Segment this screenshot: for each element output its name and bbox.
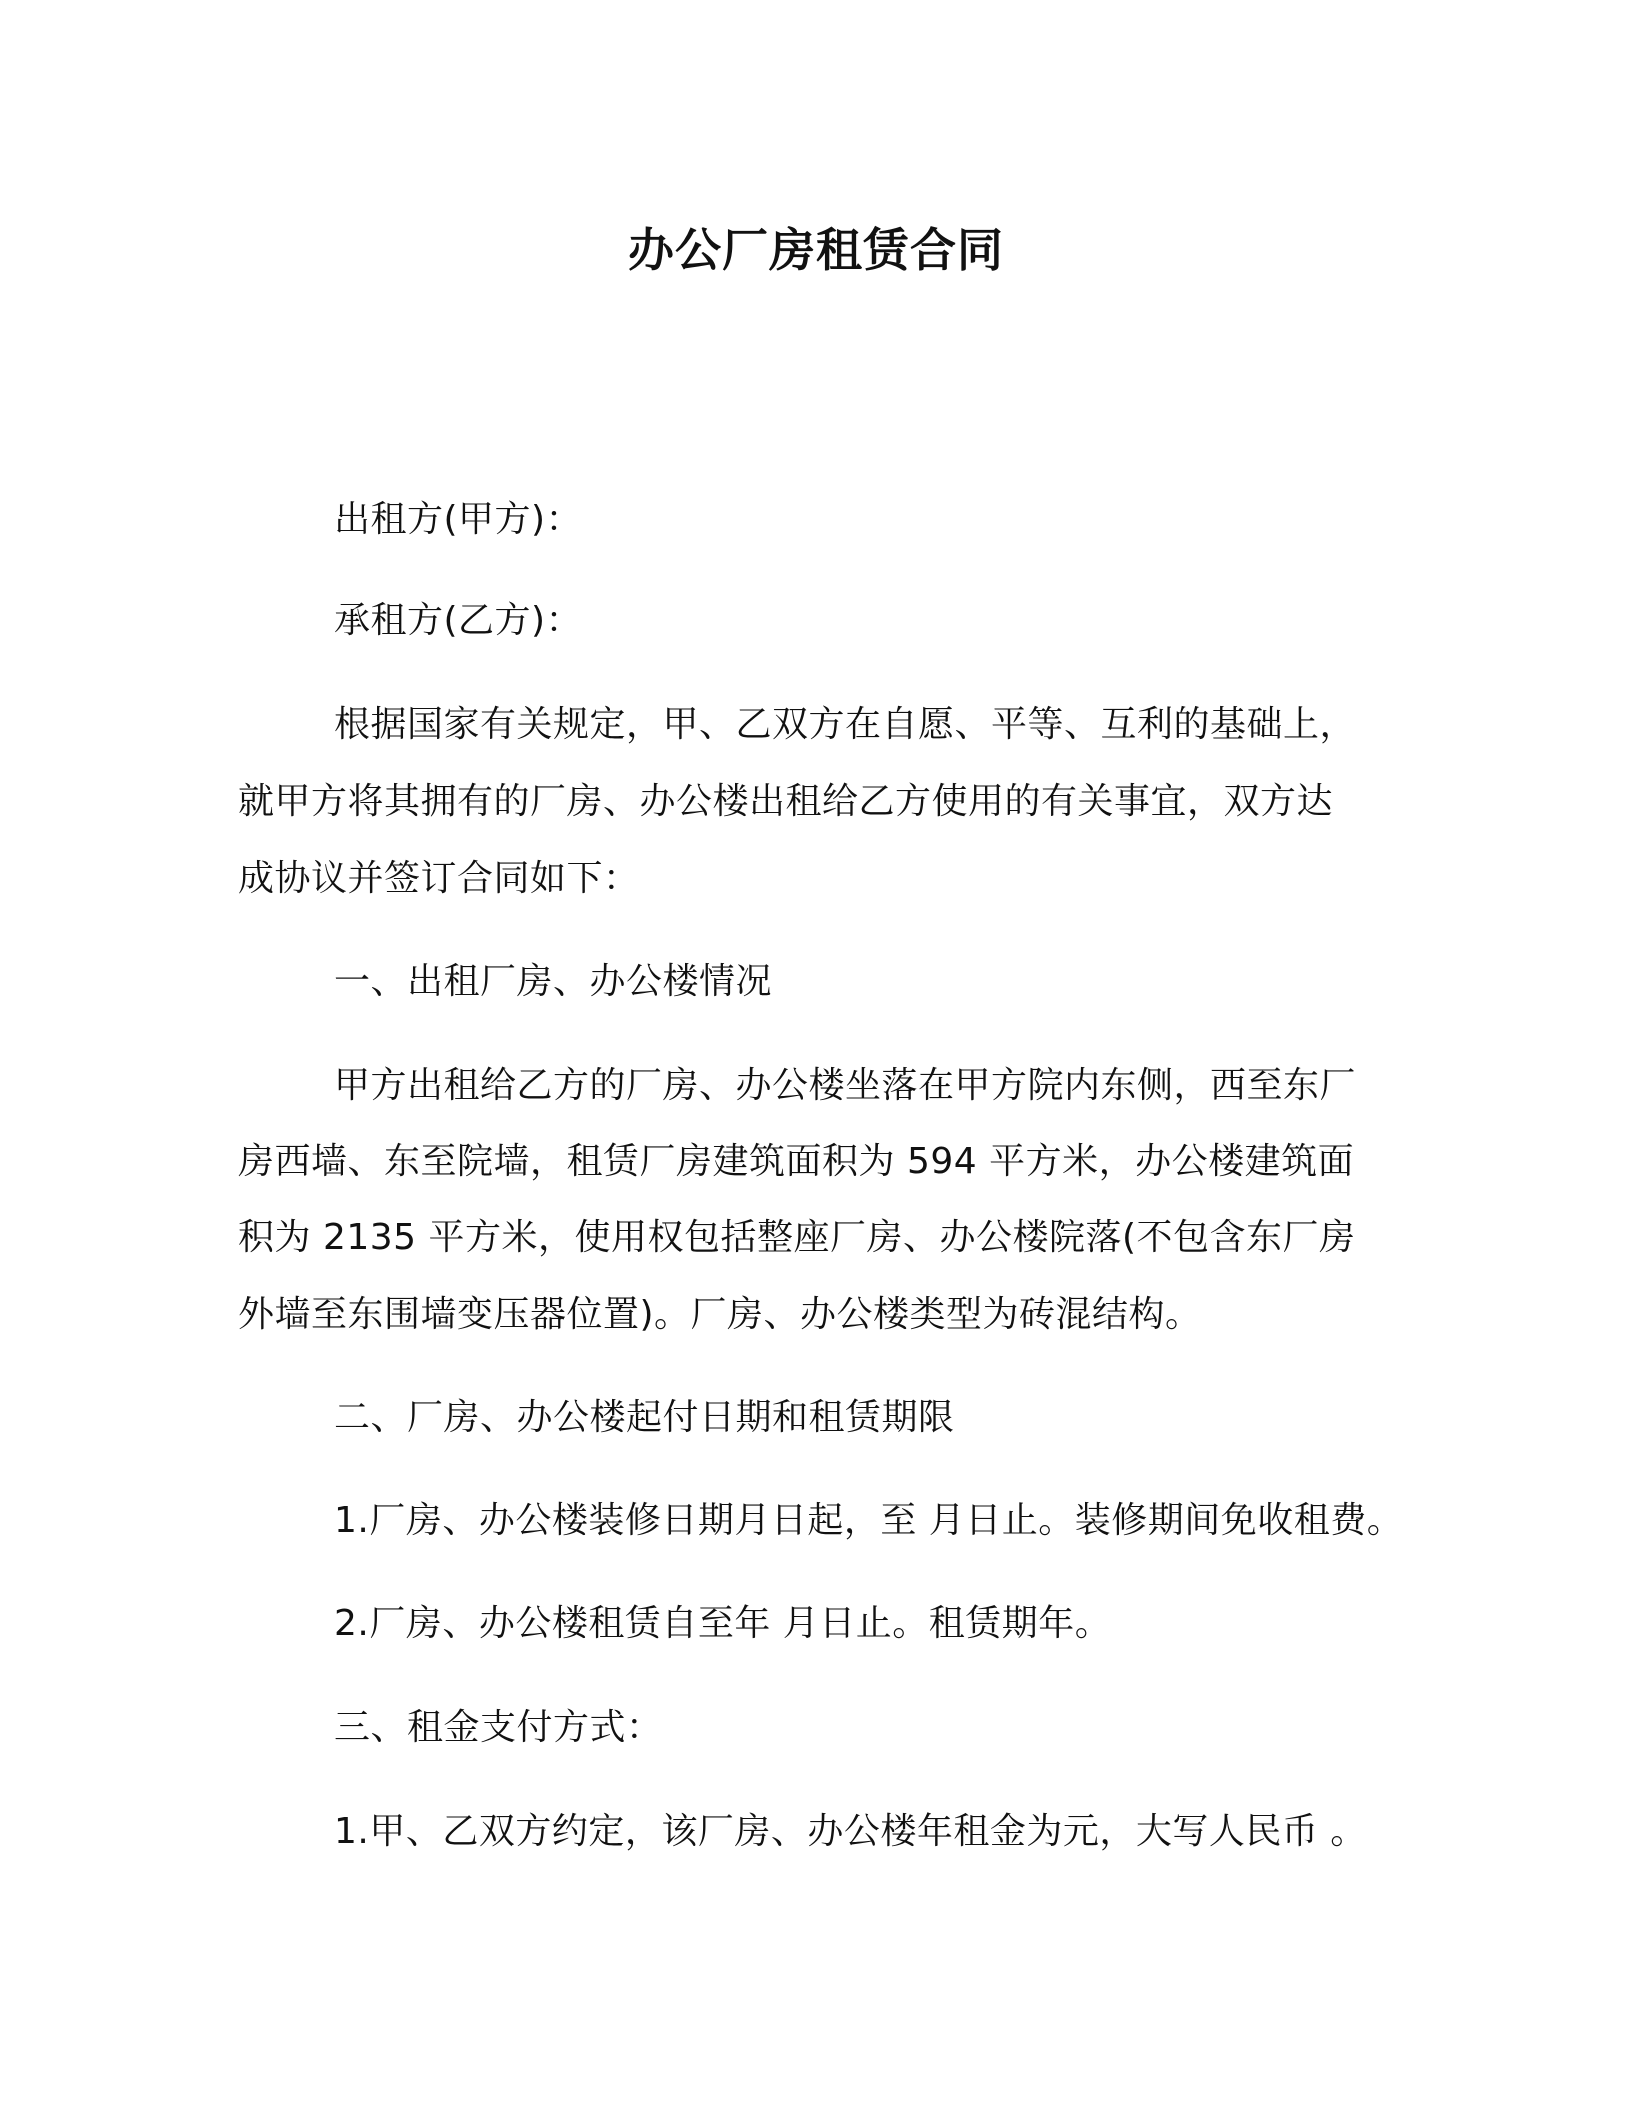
section1-line-4: 外墙至东围墙变压器位置)。厂房、办公楼类型为砖混结构。 <box>238 1294 1202 1335</box>
document-title: 办公厂房租赁合同 <box>628 223 1004 277</box>
section1-line-3: 积为 2135 平方米，使用权包括整座厂房、办公楼院落(不包含东厂房 <box>238 1217 1356 1258</box>
section3-heading: 三、租金支付方式： <box>334 1707 663 1748</box>
section3-item-1: 1.甲、乙双方约定，该厂房、办公楼年租金为元，大写人民币 。 <box>334 1811 1367 1852</box>
section1-line-2: 房西墙、东至院墙，租赁厂房建筑面积为 594 平方米，办公楼建筑面 <box>238 1141 1355 1182</box>
lessor-label: 出租方(甲方)： <box>334 499 583 540</box>
lessee-label: 承租方(乙方)： <box>334 600 583 641</box>
preamble-line-3: 成协议并签订合同如下： <box>238 858 640 899</box>
section1-line-1: 甲方出租给乙方的厂房、办公楼坐落在甲方院内东侧，西至东厂 <box>334 1065 1357 1106</box>
section1-heading: 一、出租厂房、办公楼情况 <box>334 961 773 1002</box>
section2-heading: 二、厂房、办公楼起付日期和租赁期限 <box>334 1397 955 1438</box>
preamble-line-1: 根据国家有关规定，甲、乙双方在自愿、平等、互利的基础上， <box>334 704 1357 745</box>
preamble-line-2: 就甲方将其拥有的厂房、办公楼出租给乙方使用的有关事宜，双方达 <box>238 781 1334 822</box>
section2-item-2: 2.厂房、办公楼租赁自至年 月日止。租赁期年。 <box>334 1603 1112 1644</box>
section2-item-1: 1.厂房、办公楼装修日期月日起，至 月日止。装修期间免收租费。 <box>334 1500 1404 1541</box>
